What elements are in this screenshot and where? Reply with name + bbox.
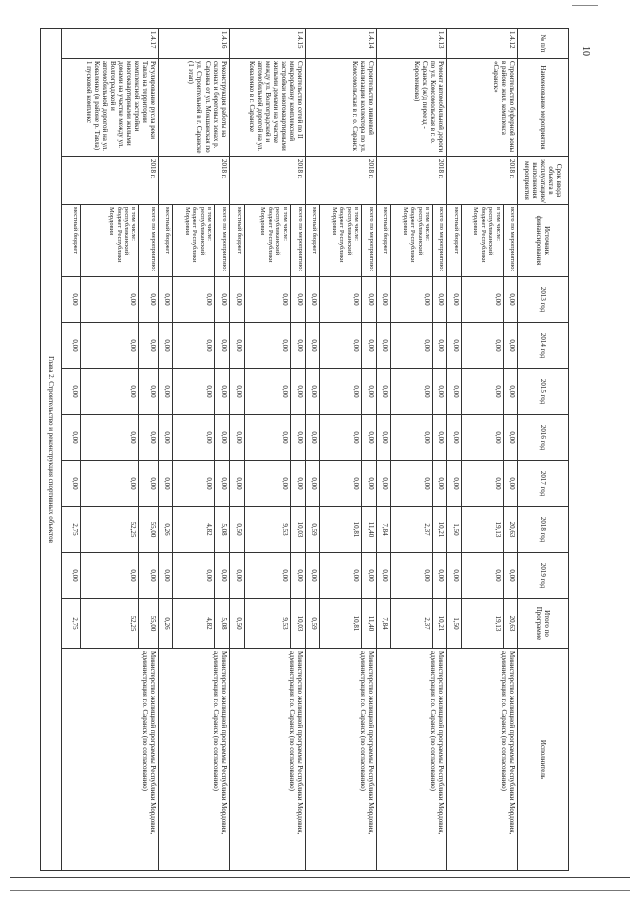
value-cell: 0,00 [433, 415, 447, 461]
funding-source: местный бюджет [61, 205, 81, 277]
value-cell: 0,00 [290, 461, 305, 507]
funding-source: всего по мероприятию: [215, 205, 229, 277]
value-cell: 0,00 [290, 553, 305, 599]
value-cell: 0,00 [244, 323, 290, 369]
executor: Министерство жилищной программы Республики Мордовия, администрация г.о. Саранск (по согласованию) [305, 649, 376, 871]
value-cell: 4,82 [173, 507, 215, 553]
table-row [433, 29, 447, 871]
value-cell: 20,63 [503, 507, 517, 553]
value-cell: 0,00 [461, 553, 503, 599]
value-cell: 0,00 [503, 369, 517, 415]
row-number: 1.4.15 [229, 29, 305, 59]
header-cell-term: Срок ввода объекта в эксплуатацию/ выполнения мероприятия [518, 157, 569, 205]
measure-term: 2018 г. [305, 157, 376, 205]
value-cell: 0,00 [433, 277, 447, 323]
value-cell: 0,00 [305, 415, 319, 461]
value-cell: 0,00 [61, 461, 81, 507]
table-row [362, 29, 376, 871]
value-cell: 0,00 [503, 415, 517, 461]
value-cell: 0,00 [139, 553, 158, 599]
value-cell: 0,00 [139, 415, 158, 461]
table-body [61, 29, 517, 871]
value-cell: 7,84 [376, 599, 390, 649]
corner-mark [572, 5, 598, 6]
funding-source: местный бюджет [158, 205, 172, 277]
value-cell: 0,00 [447, 323, 461, 369]
funding-source: всего по мероприятию: [362, 205, 376, 277]
value-cell: 10,03 [290, 599, 305, 649]
value-cell: 2,75 [61, 599, 81, 649]
value-cell: 0,00 [376, 369, 390, 415]
funding-source: в том числе: республиканский бюджет Республики Мордовия [390, 205, 432, 277]
value-cell: 7,84 [376, 507, 390, 553]
value-cell: 55,00 [139, 599, 158, 649]
value-cell: 9,53 [244, 507, 290, 553]
value-cell: 0,00 [376, 323, 390, 369]
value-cell: 0,00 [173, 461, 215, 507]
value-cell: 0,00 [362, 369, 376, 415]
value-cell: 0,59 [305, 507, 319, 553]
program-table [40, 28, 569, 871]
value-cell: 0,00 [390, 323, 432, 369]
value-cell: 9,53 [244, 599, 290, 649]
measure-term: 2018 г. [376, 157, 447, 205]
header-cell-2019: 2019 год [518, 553, 569, 599]
executor: Министерство жилищной программы Республики Мордовия, администрация г.о. Саранск (по согласованию) [447, 649, 518, 871]
value-cell: 0,00 [81, 323, 139, 369]
value-cell: 11,40 [362, 507, 376, 553]
value-cell: 0,00 [447, 277, 461, 323]
funding-source: всего по мероприятию: [139, 205, 158, 277]
header-cell-2017: 2017 год [518, 461, 569, 507]
value-cell: 0,00 [290, 415, 305, 461]
header-cell-name: Наименование мероприятия [518, 59, 569, 157]
section-footer-row [41, 29, 62, 871]
value-cell: 0,00 [390, 369, 432, 415]
value-cell: 52,25 [81, 507, 139, 553]
value-cell: 0,00 [503, 461, 517, 507]
header-cell-2013: 2013 год [518, 277, 569, 323]
header-cell-num: № п/п [518, 29, 569, 59]
value-cell: 0,00 [305, 553, 319, 599]
value-cell: 0,00 [461, 323, 503, 369]
value-cell: 0,00 [158, 553, 172, 599]
value-cell: 0,00 [447, 461, 461, 507]
row-number: 1.4.16 [158, 29, 229, 59]
value-cell: 0,50 [229, 507, 244, 553]
funding-source: в том числе: республиканский бюджет Республики Мордовия [81, 205, 139, 277]
value-cell: 0,00 [229, 277, 244, 323]
value-cell: 0,00 [61, 415, 81, 461]
value-cell: 10,21 [433, 599, 447, 649]
value-cell: 1,50 [447, 507, 461, 553]
funding-source: в том числе: республиканский бюджет Республики Мордовия [320, 205, 362, 277]
value-cell: 0,00 [376, 553, 390, 599]
header-cell-total: Итого по Программе [518, 599, 569, 649]
measure-term: 2018 г. [61, 157, 158, 205]
value-cell: 0,00 [390, 461, 432, 507]
value-cell: 2,37 [390, 507, 432, 553]
value-cell: 0,00 [244, 553, 290, 599]
value-cell: 0,00 [215, 553, 229, 599]
value-cell: 0,00 [81, 415, 139, 461]
value-cell: 0,00 [305, 323, 319, 369]
value-cell: 0,00 [139, 323, 158, 369]
executor: Министерство жилищной программы Республики Мордовия, администрация г.о. Саранск (по согласованию) [158, 649, 229, 871]
value-cell: 0,00 [158, 461, 172, 507]
funding-source: в том числе: республиканский бюджет Республики Мордовия [244, 205, 290, 277]
funding-source: местный бюджет [229, 205, 244, 277]
value-cell: 0,00 [390, 553, 432, 599]
funding-source: в том числе: республиканский бюджет Республики Мордовия [173, 205, 215, 277]
value-cell: 0,00 [320, 369, 362, 415]
value-cell: 0,00 [244, 369, 290, 415]
measure-term: 2018 г. [229, 157, 305, 205]
value-cell: 19,13 [461, 507, 503, 553]
value-cell: 0,00 [362, 553, 376, 599]
funding-source: в том числе: республиканский бюджет Республики Мордовия [461, 205, 503, 277]
value-cell: 0,00 [433, 553, 447, 599]
executor: Министерство жилищной программы Республики Мордовия, администрация г.о. Саранск (по согласованию) [376, 649, 447, 871]
value-cell: 0,00 [433, 323, 447, 369]
value-cell: 0,26 [158, 507, 172, 553]
value-cell: 52,25 [81, 599, 139, 649]
value-cell: 0,00 [158, 369, 172, 415]
value-cell: 0,00 [376, 415, 390, 461]
table-row [290, 29, 305, 871]
value-cell: 0,00 [215, 461, 229, 507]
row-number: 1.4.17 [61, 29, 158, 59]
value-cell: 0,00 [447, 553, 461, 599]
value-cell: 0,00 [139, 369, 158, 415]
value-cell: 0,00 [461, 277, 503, 323]
value-cell: 0,00 [81, 461, 139, 507]
value-cell: 0,00 [173, 369, 215, 415]
value-cell: 55,00 [139, 507, 158, 553]
header-cell-2015: 2015 год [518, 369, 569, 415]
value-cell: 0,00 [215, 277, 229, 323]
header-cell-2018: 2018 год [518, 507, 569, 553]
value-cell: 0,00 [362, 415, 376, 461]
table-row [215, 29, 229, 871]
value-cell: 0,00 [433, 369, 447, 415]
value-cell: 0,00 [320, 461, 362, 507]
value-cell: 0,26 [158, 599, 172, 649]
value-cell: 0,00 [139, 277, 158, 323]
value-cell: 0,00 [244, 277, 290, 323]
value-cell: 0,00 [215, 369, 229, 415]
value-cell: 0,00 [503, 553, 517, 599]
rotated-table-container [40, 28, 569, 870]
value-cell: 0,00 [447, 369, 461, 415]
header-cell-source: Источник финансирования [518, 205, 569, 277]
value-cell: 0,00 [215, 323, 229, 369]
value-cell: 0,00 [447, 415, 461, 461]
row-number: 1.4.14 [305, 29, 376, 59]
value-cell: 0,00 [362, 461, 376, 507]
value-cell: 0,00 [290, 277, 305, 323]
value-cell: 0,00 [320, 323, 362, 369]
measure-name: Строительство буферной зоны в районе жил. комплекса «Саранск» [447, 59, 518, 157]
value-cell: 0,00 [215, 415, 229, 461]
value-cell: 0,00 [362, 323, 376, 369]
page-number: 10 [580, 46, 591, 56]
table-row [139, 29, 158, 871]
value-cell: 0,50 [229, 599, 244, 649]
value-cell: 0,00 [61, 277, 81, 323]
value-cell: 2,37 [390, 599, 432, 649]
value-cell: 0,00 [61, 369, 81, 415]
value-cell: 0,00 [173, 277, 215, 323]
value-cell: 10,21 [433, 507, 447, 553]
value-cell: 11,40 [362, 599, 376, 649]
value-cell: 10,81 [320, 599, 362, 649]
value-cell: 2,75 [61, 507, 81, 553]
value-cell: 0,00 [305, 277, 319, 323]
measure-name: Ремонт автомобильной дороги по ул. Комсомольская в г. о. Саранск (ж/д переезд - Короленкова) [376, 59, 447, 157]
value-cell: 0,00 [81, 369, 139, 415]
value-cell: 0,00 [81, 277, 139, 323]
value-cell: 0,59 [305, 599, 319, 649]
value-cell: 0,00 [461, 369, 503, 415]
value-cell: 0,00 [173, 415, 215, 461]
value-cell: 0,00 [173, 553, 215, 599]
funding-source: местный бюджет [305, 205, 319, 277]
value-cell: 4,82 [173, 599, 215, 649]
value-cell: 0,00 [229, 415, 244, 461]
value-cell: 0,00 [320, 277, 362, 323]
measure-name: Регулирование русла реки Тавла на территории комплексной застройки многоквартирными жилыми домами на участке между ул. Волгоградской и автомобильной дорогой на ул. Коваленко (в районе р. Тавла) 1 пусковой комплекс [61, 59, 158, 157]
value-cell: 10,03 [290, 507, 305, 553]
row-number: 1.4.12 [447, 29, 518, 59]
scan-edge-line-2 [10, 890, 630, 891]
header-cell-2014: 2014 год [518, 323, 569, 369]
value-cell: 0,00 [305, 369, 319, 415]
scan-edge-line [10, 877, 630, 878]
value-cell: 0,00 [244, 415, 290, 461]
value-cell: 20,63 [503, 599, 517, 649]
value-cell: 0,00 [362, 277, 376, 323]
value-cell: 0,00 [229, 323, 244, 369]
funding-source: всего по мероприятию: [290, 205, 305, 277]
header-cell-executor: Исполнитель [518, 649, 569, 871]
value-cell: 0,00 [158, 277, 172, 323]
value-cell: 10,81 [320, 507, 362, 553]
value-cell: 0,00 [81, 553, 139, 599]
value-cell: 0,00 [290, 369, 305, 415]
value-cell: 0,00 [390, 277, 432, 323]
value-cell: 0,00 [503, 323, 517, 369]
header-row [518, 29, 569, 871]
value-cell: 0,00 [244, 461, 290, 507]
value-cell: 0,00 [61, 323, 81, 369]
value-cell: 0,00 [290, 323, 305, 369]
measure-term: 2018 г. [158, 157, 229, 205]
measure-name: Реконструкция работы на склонах и береговых зонах р. Саранка от ул. Мокшанская по ул. Строительной в г. Саранске (1 этап) [158, 59, 229, 157]
value-cell: 5,08 [215, 507, 229, 553]
funding-source: всего по мероприятию: [433, 205, 447, 277]
value-cell: 1,50 [447, 599, 461, 649]
value-cell: 0,00 [320, 415, 362, 461]
measure-name: Строительство сетей по II микрорайону комплексной застройки многоквартирными жилыми домами на участке между ул. Волгоградской и автомобильной дорогой на ул. Коваленко в г. Саранске [229, 59, 305, 157]
value-cell: 0,00 [305, 461, 319, 507]
value-cell: 19,13 [461, 599, 503, 649]
executor: Министерство жилищной программы Республики Мордовия, администрация г.о. Саранск (по согласованию) [61, 649, 158, 871]
funding-source: всего по мероприятию: [503, 205, 517, 277]
value-cell: 0,00 [139, 461, 158, 507]
header-cell-2016: 2016 год [518, 415, 569, 461]
table-row [503, 29, 517, 871]
funding-source: местный бюджет [447, 205, 461, 277]
value-cell: 0,00 [461, 461, 503, 507]
executor: Министерство жилищной программы Республики Мордовия, администрация г.о. Саранск (по согласованию) [229, 649, 305, 871]
value-cell: 0,00 [229, 553, 244, 599]
value-cell: 0,00 [229, 369, 244, 415]
value-cell: 0,00 [503, 277, 517, 323]
section-footer-label: Глава 2. Строительство и реконструкция спортивных объектов [41, 29, 62, 871]
value-cell: 0,00 [173, 323, 215, 369]
measure-term: 2018 г. [447, 157, 518, 205]
value-cell: 0,00 [61, 553, 81, 599]
value-cell: 0,00 [433, 461, 447, 507]
value-cell: 0,00 [390, 415, 432, 461]
measure-name: Строительство ливневой канализации коллектора по ул. Комсомольская в г. о. Саранск [305, 59, 376, 157]
funding-source: местный бюджет [376, 205, 390, 277]
value-cell: 0,00 [376, 277, 390, 323]
value-cell: 0,00 [229, 461, 244, 507]
row-number: 1.4.13 [376, 29, 447, 59]
value-cell: 0,00 [376, 461, 390, 507]
value-cell: 0,00 [461, 415, 503, 461]
value-cell: 0,00 [158, 415, 172, 461]
value-cell: 0,00 [158, 323, 172, 369]
value-cell: 0,00 [320, 553, 362, 599]
value-cell: 5,08 [215, 599, 229, 649]
